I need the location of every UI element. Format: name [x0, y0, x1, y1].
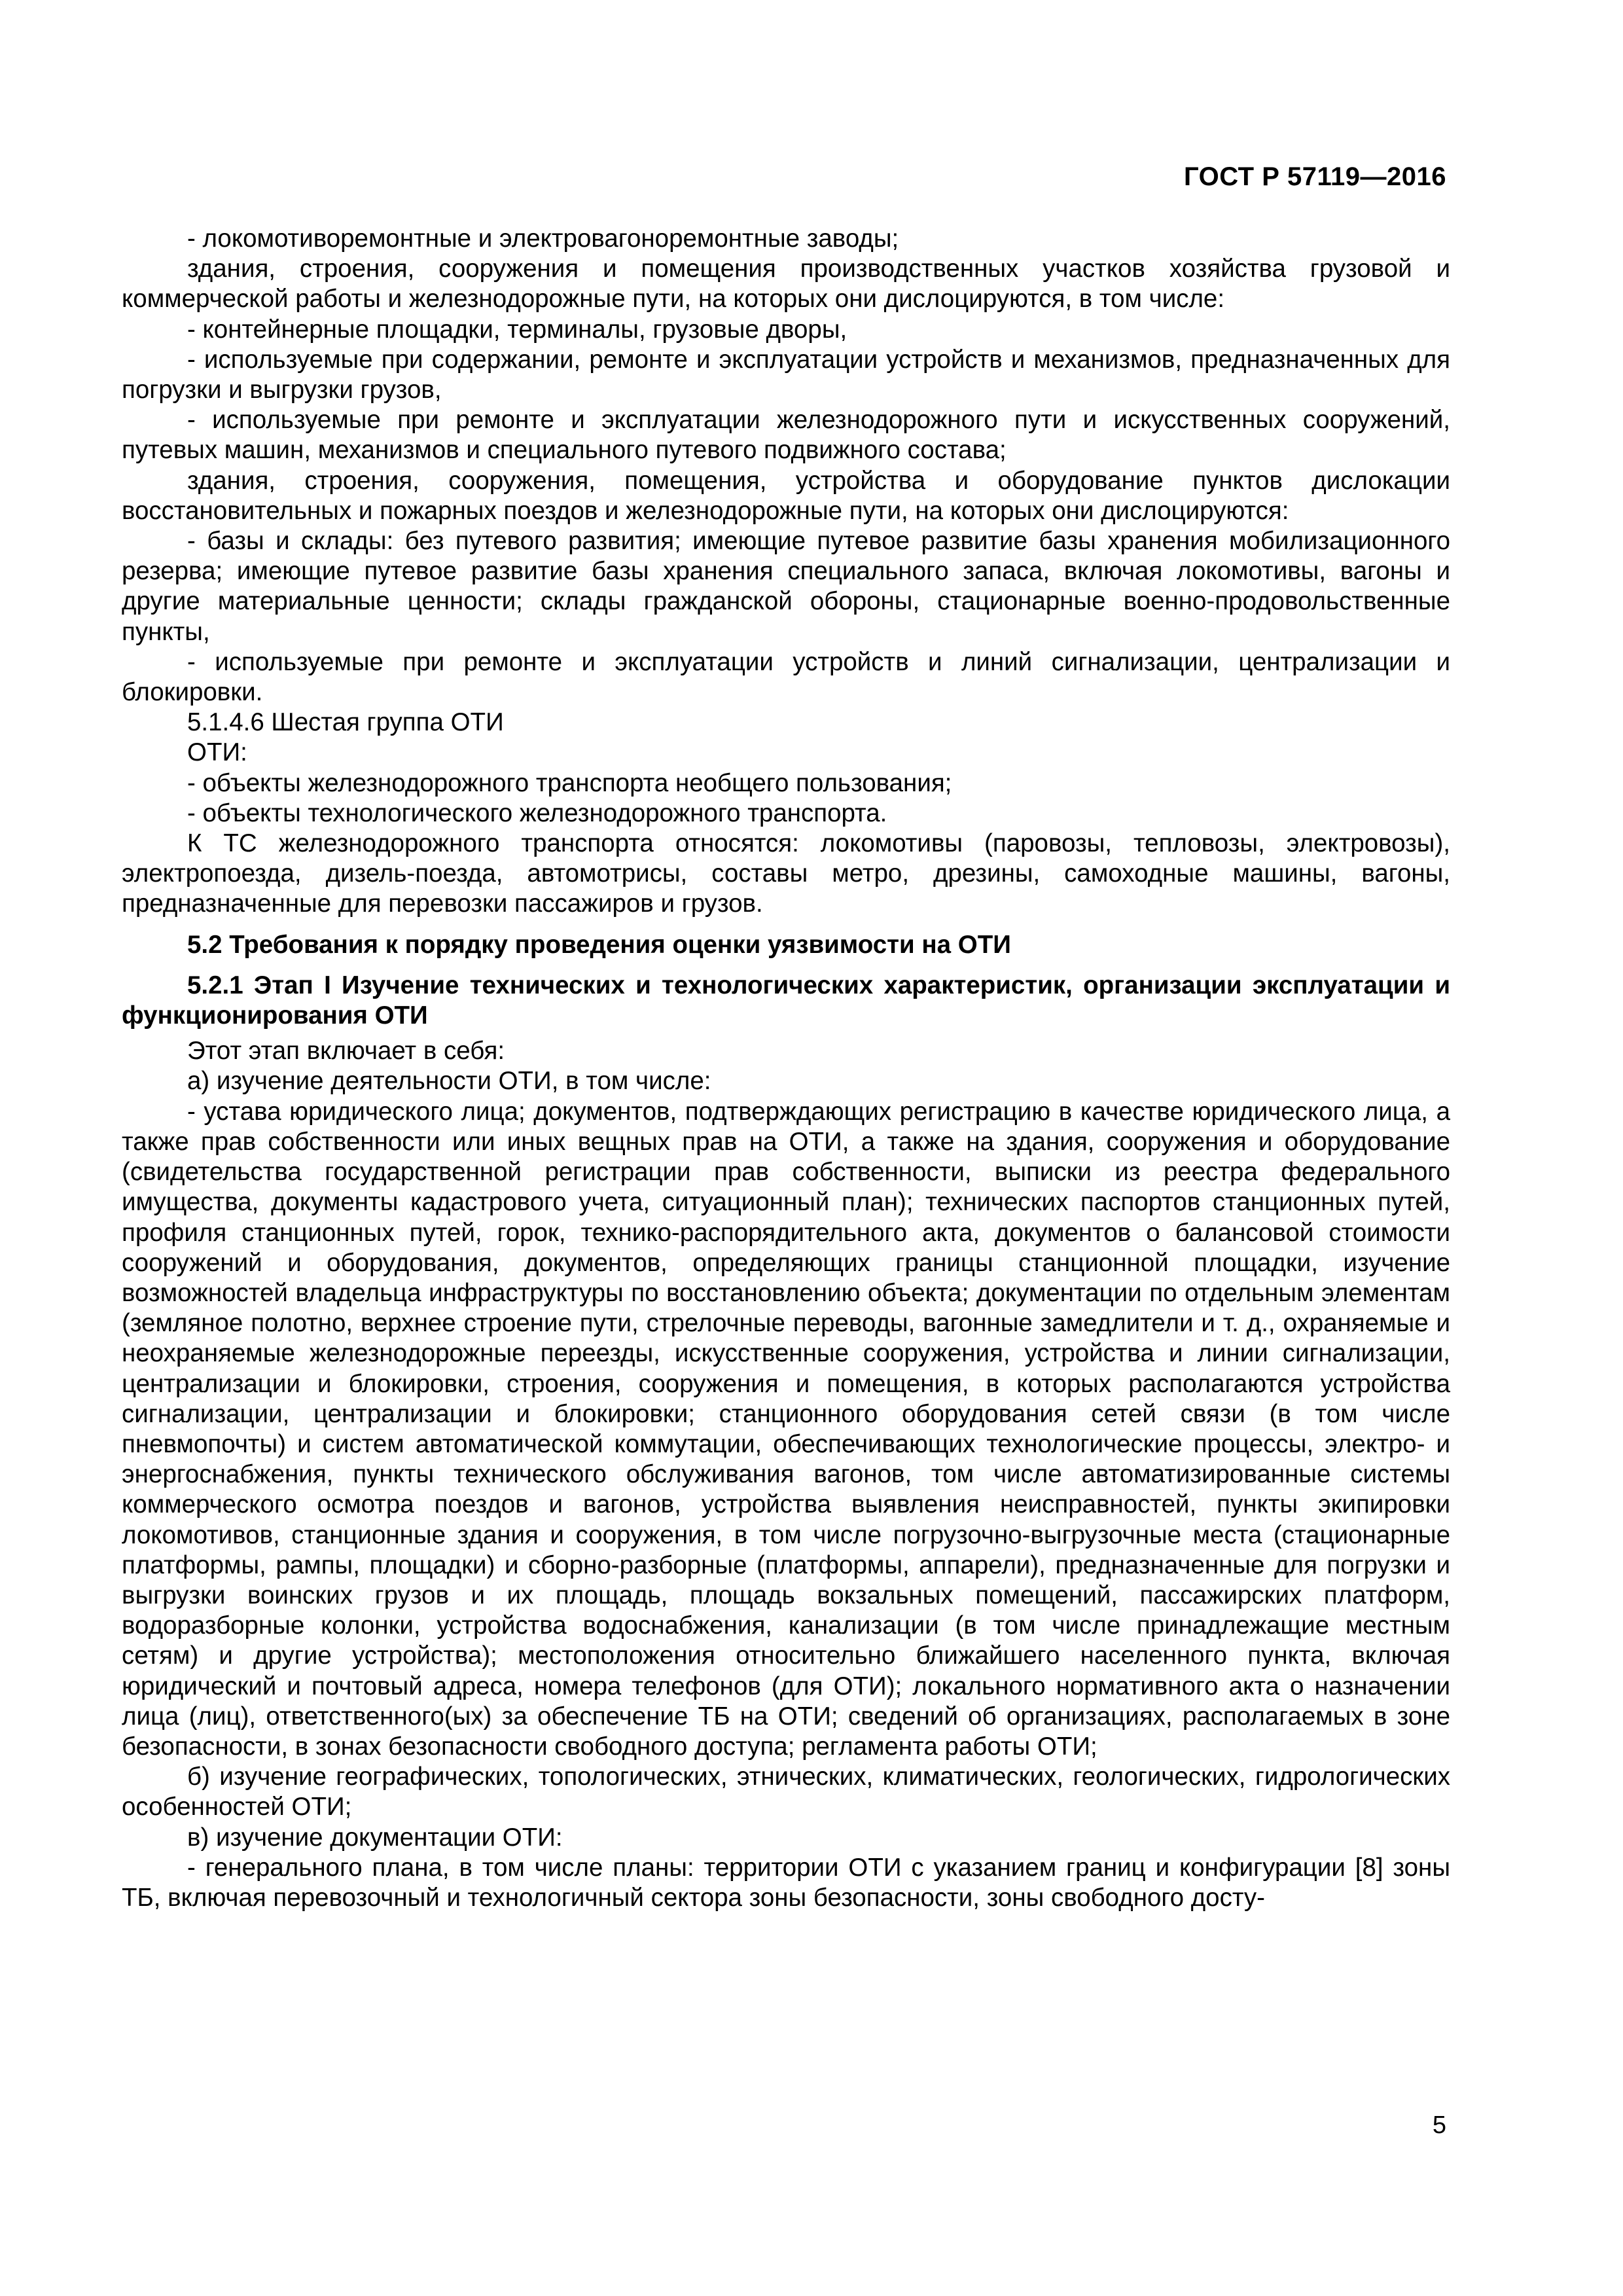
document-body — [122, 224, 1450, 1913]
paragraph: К ТС железнодорожного транспорта относятся: локомотивы (паровозы, тепловозы, электровозы), электропоезда, дизель-поезда, автомотрисы, составы метро, дрезины, самоходные машины, вагоны, предназначенные для перевозки пассажиров и грузов. — [122, 829, 1450, 918]
paragraph: а) изучение деятельности ОТИ, в том числе: — [187, 1067, 711, 1096]
paragraph: в) изучение документации ОТИ: — [187, 1823, 563, 1852]
subsection-heading: 5.2.1 Этап I Изучение технических и технологических характеристик, организации эксплуатации и функционирования ОТИ — [122, 971, 1450, 1030]
paragraph: ОТИ: — [187, 738, 247, 767]
paragraph: - объекты технологического железнодорожного транспорта. — [187, 798, 887, 827]
paragraph: здания, строения, сооружения и помещения производственных участков хозяйства грузовой и коммерческой работы и железнодорожные пути, на которых они дислоцируются, в том числе: — [122, 255, 1450, 314]
paragraph: - генерального плана, в том числе планы: территории ОТИ с указанием границ и конфигурации [8] зоны ТБ, включая перевозочный и технологичный сектора зоны безопасности, зоны свободного досту- — [122, 1853, 1450, 1912]
paragraph: - объекты железнодорожного транспорта необщего пользования; — [187, 768, 952, 797]
paragraph: - локомотиворемонтные и электровагоноремонтные заводы; — [187, 224, 899, 253]
subsection-title: 5.1.4.6 Шестая группа ОТИ — [187, 708, 504, 737]
document-header: ГОСТ Р 57119—2016 — [1184, 162, 1446, 191]
paragraph: здания, строения, сооружения, помещения, устройства и оборудование пунктов дислокации восстановительных и пожарных поездов и железнодорожные пути, на которых они дислоцируются: — [122, 466, 1450, 525]
paragraph: Этот этап включает в себя: — [187, 1037, 505, 1066]
paragraph: - контейнерные площадки, терминалы, грузовые дворы, — [187, 315, 847, 344]
paragraph: - используемые при ремонте и эксплуатации железнодорожного пути и искусственных сооружений, путевых машин, механизмов и специального путевого подвижного состава; — [122, 406, 1450, 465]
paragraph: - устава юридического лица; документов, подтверждающих регистрацию в качестве юридического лица, а также прав собственности или иных вещных прав на ОТИ, а также на здания, сооружения и оборудование (свидетельства государственной регистрации прав собственности, выписки из реестра федерального имущества, документы кадастрового учета, ситуационный план); технических паспортов станционных путей, профиля станционных путей, горок, технико-распорядительного акта, документов о балансовой стоимости сооружений и оборудования, документов, определяющих границы станционной площадки, изучение возможностей владельца инфраструктуры по восстановлению объекта; документации по отдельным элементам (земляное полотно, верхнее строение пути, стрелочные переводы, вагонные замедлители и т. д., охраняемые и неохраняемые железнодорожные переезды, искусственные сооружения, устройства и линии сигнализации, централизации и блокировки, строения, сооружения и помещения, в которых располагаются устройства сигнализации, централизации и блокировки; станционного оборудования сетей связи (в том числе пневмопочты) и систем автоматической коммутации, обеспечивающих технологические процессы, электро- и энергоснабжения, пункты технического обслуживания вагонов, том числе автоматизированные системы коммерческого осмотра поездов и вагонов, устройства выявления неисправностей, пункты экипировки локомотивов, станционные здания и сооружения, в том числе погрузочно-выгрузочные места (стационарные платформы, рампы, площадки) и сборно-разборные (платформы, аппарели), предназначенные для погрузки и выгрузки воинских грузов и их площадь, площадь вокзальных помещений, пассажирских платформ, водоразборные колонки, устройства водоснабжения, канализации (в том числе принадлежащие местным сетям) и другие устройства); местоположения относительно ближайшего населенного пункта, включая юридический и почтовый адреса, номера телефонов (для ОТИ); локального нормативного акта о назначении лица (лиц), ответственного(ых) за обеспечение ТБ на ОТИ; сведений об организациях, располагаемых в зоне безопасности, в зонах безопасности свободного доступа; регламента работы ОТИ; — [122, 1097, 1450, 1761]
paragraph: - базы и склады: без путевого развития; имеющие путевое развитие базы хранения мобилизационного резерва; имеющие путевое развитие базы хранения специального запаса, включая локомотивы, вагоны и другие материальные ценности; склады гражданской обороны, стационарные военно-продовольственные пункты, — [122, 527, 1450, 646]
section-heading: 5.2 Требования к порядку проведения оценки уязвимости на ОТИ — [187, 930, 1011, 959]
paragraph: - используемые при содержании, ремонте и эксплуатации устройств и механизмов, предназначенных для погрузки и выгрузки грузов, — [122, 345, 1450, 404]
paragraph: - используемые при ремонте и эксплуатации устройств и линий сигнализации, централизации и блокировки. — [122, 647, 1450, 707]
page-number: 5 — [1432, 2111, 1446, 2139]
paragraph: б) изучение географических, топологических, этнических, климатических, геологических, гидрологических особенностей ОТИ; — [122, 1763, 1450, 1821]
